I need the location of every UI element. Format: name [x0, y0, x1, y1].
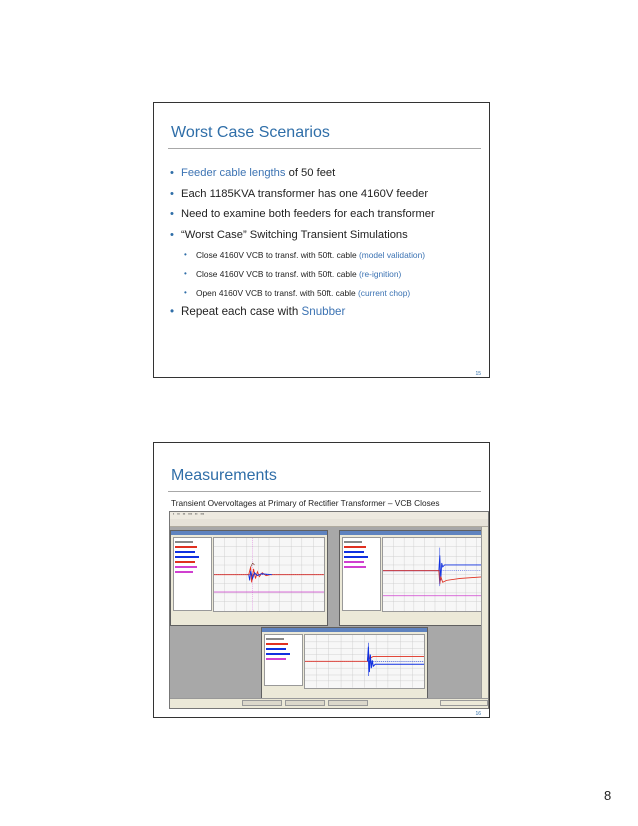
system-tray [440, 700, 488, 706]
slide-title: Measurements [171, 467, 277, 484]
taskbar [170, 698, 488, 708]
figure-caption: Transient Overvoltages at Primary of Rectifier Transformer – VCB Closes [171, 498, 440, 508]
sub-bullet-item: • Close 4160V VCB to transf. with 50ft. cable (model validation) [184, 250, 426, 260]
window-titlebar [171, 531, 327, 535]
bullet-item: • Each 1185KVA transformer has one 4160V feeder [170, 187, 429, 200]
slide-measurements [153, 442, 490, 718]
window-titlebar [340, 531, 489, 535]
taskbar-button [328, 700, 368, 706]
bullet-item: • “Worst Case” Switching Transient Simulations [170, 228, 408, 241]
bullet-list [170, 167, 485, 327]
bullet-item: • Repeat each case with Snubber [170, 305, 346, 318]
slide-number: 15 [475, 371, 481, 377]
title-divider [168, 148, 481, 149]
window-titlebar [262, 628, 427, 632]
bullet-item: • Need to examine both feeders for each transformer [170, 208, 435, 220]
oscilloscope-screenshot [169, 511, 489, 709]
waveform-grid [213, 537, 325, 612]
bullet-item: • Feeder cable lengths of 50 feet [170, 167, 336, 179]
page-number: 8 [604, 788, 612, 803]
measurement-panel [173, 537, 212, 611]
menu-bar: ▪ ▪▪ ▪▪ ▪▪▪ ▪▪ ▪▪▪ [170, 512, 488, 519]
taskbar-button [285, 700, 325, 706]
workspace [170, 527, 482, 699]
scope-window-2 [339, 530, 489, 626]
waveform-grid [382, 537, 488, 612]
scope-window-1 [170, 530, 328, 626]
scope-window-3 [261, 627, 428, 701]
sub-bullet-item: • Close 4160V VCB to transf. with 50ft. cable (re-ignition) [184, 269, 402, 279]
measurement-panel [342, 537, 381, 611]
slide-title: Worst Case Scenarios [171, 124, 330, 141]
slide-number: 16 [475, 711, 481, 717]
toolbar [170, 519, 488, 527]
title-divider [168, 491, 481, 492]
slide-worst-case [153, 102, 490, 378]
scrollbar [481, 527, 488, 699]
measurement-panel [264, 634, 303, 686]
sub-bullet-item: • Open 4160V VCB to transf. with 50ft. cable (current chop) [184, 288, 411, 298]
taskbar-button [242, 700, 282, 706]
waveform-grid [304, 634, 425, 689]
